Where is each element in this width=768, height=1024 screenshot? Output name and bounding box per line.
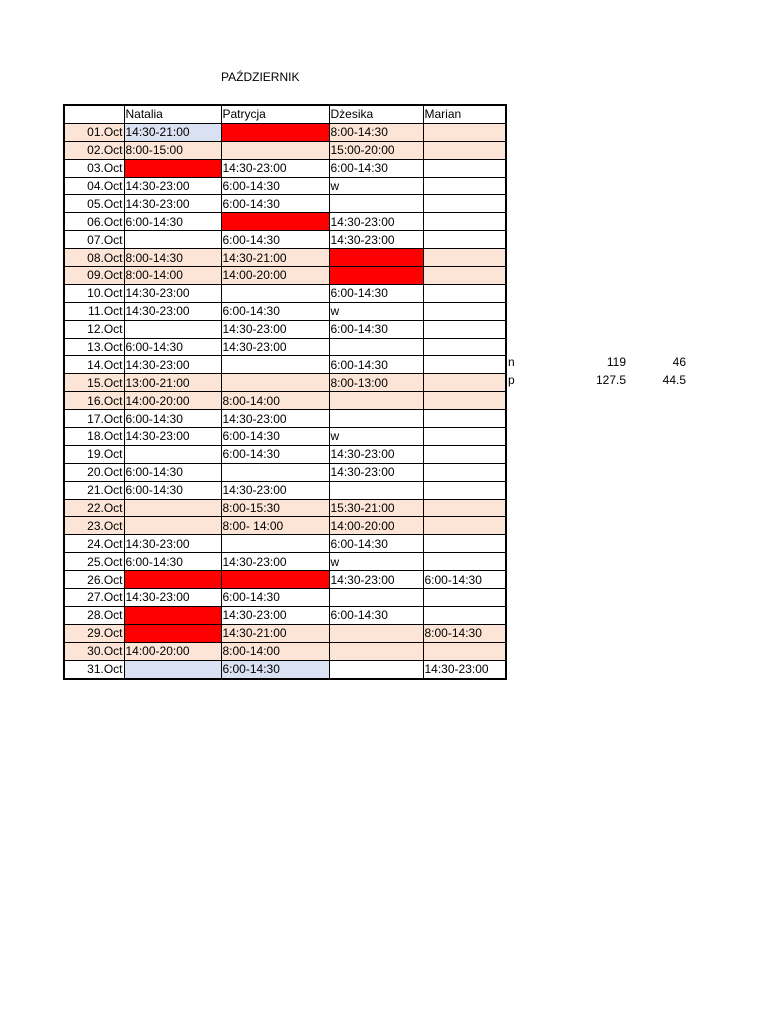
date-cell[interactable]: 14.Oct: [64, 356, 124, 374]
date-cell[interactable]: 06.Oct: [64, 213, 124, 231]
table-row: [64, 410, 506, 428]
date-cell[interactable]: 11.Oct: [64, 302, 124, 320]
shift-cell[interactable]: [329, 589, 423, 607]
table-row: [64, 481, 506, 499]
date-cell[interactable]: 20.Oct: [64, 463, 124, 481]
header-corner[interactable]: [64, 105, 124, 123]
shift-cell[interactable]: 14:30-23:00: [124, 356, 221, 374]
date-cell[interactable]: 16.Oct: [64, 392, 124, 410]
table-row: [64, 356, 506, 374]
shift-cell[interactable]: 14:30-23:00: [221, 410, 329, 428]
shift-cell[interactable]: 8:00-14:30: [124, 249, 221, 267]
table-row: [64, 159, 506, 177]
shift-cell[interactable]: [423, 320, 506, 338]
shift-cell[interactable]: [423, 410, 506, 428]
shift-cell[interactable]: [423, 213, 506, 231]
shift-cell[interactable]: [221, 463, 329, 481]
shift-cell[interactable]: 14:00-20:00: [124, 392, 221, 410]
shift-cell[interactable]: [423, 267, 506, 285]
table-row: [64, 392, 506, 410]
shift-cell[interactable]: 14:30-21:00: [221, 624, 329, 642]
shift-cell[interactable]: 8:00-14:00: [221, 392, 329, 410]
shift-cell[interactable]: [423, 159, 506, 177]
shift-cell[interactable]: [329, 392, 423, 410]
date-cell[interactable]: 09.Oct: [64, 267, 124, 285]
shift-cell[interactable]: [423, 553, 506, 571]
shift-cell[interactable]: 14:30-23:00: [221, 553, 329, 571]
shift-cell[interactable]: 14:30-23:00: [124, 302, 221, 320]
shift-cell[interactable]: 6:00-14:30: [329, 356, 423, 374]
shift-cell[interactable]: [124, 231, 221, 249]
shift-cell[interactable]: [221, 141, 329, 159]
table-row: [64, 624, 506, 642]
shift-cell[interactable]: 14:30-23:00: [423, 660, 506, 678]
shift-cell[interactable]: 8:00-14:30: [423, 624, 506, 642]
shift-cell[interactable]: 14:30-23:00: [124, 284, 221, 302]
summary-value-b: 46: [672, 355, 686, 369]
table-row: [64, 195, 506, 213]
shift-cell[interactable]: [221, 123, 329, 141]
shift-cell[interactable]: [423, 499, 506, 517]
table-row: [64, 284, 506, 302]
header-cell[interactable]: Natalia: [124, 105, 221, 123]
shift-cell[interactable]: 8:00-15:30: [221, 499, 329, 517]
shift-cell[interactable]: [423, 141, 506, 159]
shift-cell[interactable]: [423, 195, 506, 213]
header-cell[interactable]: Marian: [423, 105, 506, 123]
shift-cell[interactable]: [423, 356, 506, 374]
shift-cell[interactable]: 14:00-20:00: [124, 642, 221, 660]
table-row: [64, 177, 506, 195]
table-row: [64, 535, 506, 553]
shift-cell[interactable]: [423, 445, 506, 463]
shift-cell[interactable]: 6:00-14:30: [124, 213, 221, 231]
shift-cell[interactable]: 8:00-15:00: [124, 141, 221, 159]
shift-cell[interactable]: [423, 231, 506, 249]
shift-cell[interactable]: [329, 642, 423, 660]
shift-cell[interactable]: [329, 624, 423, 642]
date-cell[interactable]: 08.Oct: [64, 249, 124, 267]
shift-cell[interactable]: [423, 302, 506, 320]
shift-cell[interactable]: 6:00-14:30: [221, 428, 329, 446]
date-cell[interactable]: 24.Oct: [64, 535, 124, 553]
shift-cell[interactable]: [329, 660, 423, 678]
shift-cell[interactable]: 14:00-20:00: [221, 267, 329, 285]
date-cell[interactable]: 07.Oct: [64, 231, 124, 249]
shift-cell[interactable]: 6:00-14:30: [329, 535, 423, 553]
shift-cell[interactable]: [124, 624, 221, 642]
shift-cell[interactable]: w: [329, 428, 423, 446]
table-row: [64, 302, 506, 320]
header-row: [64, 105, 506, 123]
summary-value-b: 44.5: [662, 373, 686, 387]
table-row: [64, 338, 506, 356]
summary-label: n: [508, 355, 515, 369]
summary-value-a: 119: [606, 355, 626, 369]
shift-cell[interactable]: 14:00-20:00: [329, 517, 423, 535]
shift-cell[interactable]: [124, 159, 221, 177]
table-row: [64, 231, 506, 249]
date-cell[interactable]: 23.Oct: [64, 517, 124, 535]
date-cell[interactable]: 26.Oct: [64, 571, 124, 589]
shift-cell[interactable]: w: [329, 302, 423, 320]
shift-cell[interactable]: [423, 374, 506, 392]
shift-cell[interactable]: 14:30-23:00: [329, 445, 423, 463]
shift-cell[interactable]: 15:00-20:00: [329, 141, 423, 159]
shift-cell[interactable]: [124, 517, 221, 535]
shift-cell[interactable]: 6:00-14:30: [221, 660, 329, 678]
shift-cell[interactable]: [423, 463, 506, 481]
table-row: [64, 660, 506, 678]
date-cell[interactable]: 05.Oct: [64, 195, 124, 213]
shift-cell[interactable]: [221, 374, 329, 392]
shift-cell[interactable]: 14:30-23:00: [221, 481, 329, 499]
shift-cell[interactable]: 6:00-14:30: [329, 606, 423, 624]
shift-cell[interactable]: [423, 177, 506, 195]
shift-cell[interactable]: [221, 213, 329, 231]
date-cell[interactable]: 03.Oct: [64, 159, 124, 177]
shift-cell[interactable]: 6:00-14:30: [221, 445, 329, 463]
shift-cell[interactable]: 6:00-14:30: [124, 481, 221, 499]
shift-cell[interactable]: 6:00-14:30: [124, 463, 221, 481]
table-row: [64, 320, 506, 338]
summary-label: p: [508, 373, 515, 387]
shift-cell[interactable]: 14:30-21:00: [124, 123, 221, 141]
shift-cell[interactable]: 6:00-14:30: [423, 571, 506, 589]
shift-cell[interactable]: [423, 428, 506, 446]
table-row: [64, 428, 506, 446]
date-cell[interactable]: 19.Oct: [64, 445, 124, 463]
shift-cell[interactable]: 14:30-23:00: [124, 177, 221, 195]
table-row: [64, 589, 506, 607]
shift-cell[interactable]: 14:30-21:00: [221, 249, 329, 267]
shift-cell[interactable]: 14:30-23:00: [124, 195, 221, 213]
shift-cell[interactable]: [423, 123, 506, 141]
table-row: [64, 499, 506, 517]
shift-cell[interactable]: 6:00-14:30: [221, 195, 329, 213]
shift-cell[interactable]: 14:30-23:00: [124, 589, 221, 607]
table-row: [64, 123, 506, 141]
shift-cell[interactable]: 14:30-23:00: [329, 463, 423, 481]
table-row: [64, 374, 506, 392]
date-cell[interactable]: 12.Oct: [64, 320, 124, 338]
shift-cell[interactable]: 8:00- 14:00: [221, 517, 329, 535]
shift-cell[interactable]: 14:30-23:00: [124, 535, 221, 553]
shift-cell[interactable]: 6:00-14:30: [221, 177, 329, 195]
shift-cell[interactable]: [423, 642, 506, 660]
table-row: [64, 642, 506, 660]
shift-cell[interactable]: 8:00-14:00: [124, 267, 221, 285]
date-cell[interactable]: 31.Oct: [64, 660, 124, 678]
table-row: [64, 141, 506, 159]
shift-cell[interactable]: [423, 284, 506, 302]
shift-cell[interactable]: w: [329, 177, 423, 195]
shift-cell[interactable]: [124, 320, 221, 338]
date-cell[interactable]: 29.Oct: [64, 624, 124, 642]
sheet-title: PAŹDZIERNIK: [221, 70, 300, 84]
date-cell[interactable]: 02.Oct: [64, 141, 124, 159]
shift-cell[interactable]: [124, 660, 221, 678]
shift-cell[interactable]: [329, 267, 423, 285]
shift-cell[interactable]: 14:30-23:00: [221, 159, 329, 177]
shift-cell[interactable]: w: [329, 553, 423, 571]
shift-cell[interactable]: 14:30-23:00: [329, 231, 423, 249]
table-row: [64, 249, 506, 267]
shift-cell[interactable]: 8:00-14:00: [221, 642, 329, 660]
shift-cell[interactable]: [329, 338, 423, 356]
shift-cell[interactable]: 6:00-14:30: [329, 159, 423, 177]
shift-cell[interactable]: [124, 606, 221, 624]
shift-cell[interactable]: [329, 481, 423, 499]
table-row: [64, 553, 506, 571]
shift-cell[interactable]: [423, 338, 506, 356]
date-cell[interactable]: 25.Oct: [64, 553, 124, 571]
date-cell[interactable]: 21.Oct: [64, 481, 124, 499]
shift-cell[interactable]: [221, 535, 329, 553]
header-cell[interactable]: Patrycja: [221, 105, 329, 123]
date-cell[interactable]: 27.Oct: [64, 589, 124, 607]
shift-cell[interactable]: [423, 606, 506, 624]
date-cell[interactable]: 01.Oct: [64, 123, 124, 141]
shift-cell[interactable]: [124, 499, 221, 517]
header-cell[interactable]: Dżesika: [329, 105, 423, 123]
date-cell[interactable]: 30.Oct: [64, 642, 124, 660]
date-cell[interactable]: 13.Oct: [64, 338, 124, 356]
date-cell[interactable]: 10.Oct: [64, 284, 124, 302]
date-cell[interactable]: 15.Oct: [64, 374, 124, 392]
date-cell[interactable]: 18.Oct: [64, 428, 124, 446]
schedule-table: [63, 104, 507, 680]
shift-cell[interactable]: 14:30-23:00: [221, 320, 329, 338]
table-row: [64, 571, 506, 589]
date-cell[interactable]: 28.Oct: [64, 606, 124, 624]
shift-cell[interactable]: 13:00-21:00: [124, 374, 221, 392]
shift-cell[interactable]: [423, 249, 506, 267]
shift-cell[interactable]: 14:30-23:00: [329, 213, 423, 231]
shift-cell[interactable]: 14:30-23:00: [221, 606, 329, 624]
summary-value-a: 127.5: [595, 373, 626, 387]
table-row: [64, 606, 506, 624]
shift-cell[interactable]: [423, 535, 506, 553]
table-row: [64, 267, 506, 285]
shift-cell[interactable]: [423, 517, 506, 535]
shift-cell[interactable]: [124, 445, 221, 463]
date-cell[interactable]: 04.Oct: [64, 177, 124, 195]
shift-cell[interactable]: 6:00-14:30: [221, 589, 329, 607]
shift-cell[interactable]: [329, 195, 423, 213]
shift-cell[interactable]: 8:00-14:30: [329, 123, 423, 141]
shift-cell[interactable]: [423, 481, 506, 499]
shift-cell[interactable]: 6:00-14:30: [124, 338, 221, 356]
shift-cell[interactable]: [329, 410, 423, 428]
shift-cell[interactable]: [423, 589, 506, 607]
shift-cell[interactable]: 6:00-14:30: [221, 231, 329, 249]
table-row: [64, 517, 506, 535]
shift-cell[interactable]: 14:30-23:00: [329, 571, 423, 589]
shift-cell[interactable]: 15:30-21:00: [329, 499, 423, 517]
shift-cell[interactable]: 6:00-14:30: [124, 410, 221, 428]
shift-cell[interactable]: [221, 284, 329, 302]
shift-cell[interactable]: 6:00-14:30: [329, 320, 423, 338]
shift-cell[interactable]: [124, 571, 221, 589]
table-row: [64, 463, 506, 481]
shift-cell[interactable]: 14:30-23:00: [221, 338, 329, 356]
table-row: [64, 445, 506, 463]
shift-cell[interactable]: 6:00-14:30: [329, 284, 423, 302]
date-cell[interactable]: 17.Oct: [64, 410, 124, 428]
shift-cell[interactable]: 6:00-14:30: [124, 553, 221, 571]
shift-cell[interactable]: [221, 356, 329, 374]
shift-cell[interactable]: 14:30-23:00: [124, 428, 221, 446]
date-cell[interactable]: 22.Oct: [64, 499, 124, 517]
shift-cell[interactable]: 6:00-14:30: [221, 302, 329, 320]
shift-cell[interactable]: 8:00-13:00: [329, 374, 423, 392]
shift-cell[interactable]: [221, 571, 329, 589]
shift-cell[interactable]: [423, 392, 506, 410]
shift-cell[interactable]: [329, 249, 423, 267]
table-row: [64, 213, 506, 231]
